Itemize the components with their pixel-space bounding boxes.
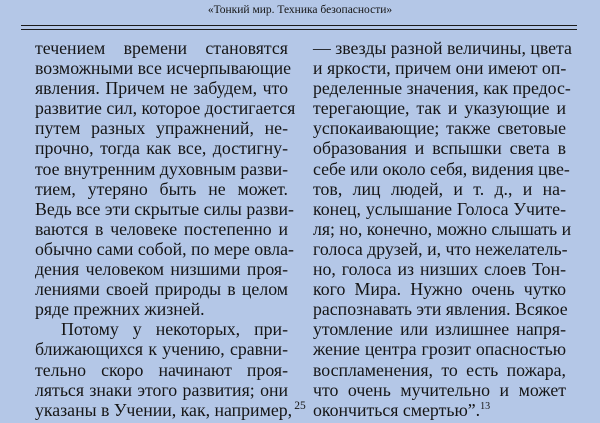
text-line-final-content: окончиться смертью”. [313,399,481,420]
text-line: тельно скоро начинают проя- [35,359,288,380]
text-line: голоса друзей, и, что нежелатель- [313,238,568,259]
text-line: конец, услышание Голоса Учите- [313,198,566,219]
text-line: ближающихся к учению, сравни- [35,339,288,360]
text-line: терегающие, так и указующие и [313,98,566,119]
text-line: ваются в человеке постепенно и [35,218,288,239]
header-rule-thick [21,25,577,26]
text-line: кого Мира. Нужно очень чутко [313,279,566,300]
text-line: прочно, тогда как все, достигну- [35,138,288,159]
text-line: ределенные значения, как предос- [313,78,571,99]
text-line: и яркости, причем они имеют оп- [313,58,567,79]
right-text-column [313,38,572,420]
text-line: возможными все исчерпывающие [35,58,292,79]
text-line: воспламенения, то есть пожара, [313,359,566,380]
text-line: ляться знаки этого развития; они [35,379,288,400]
text-line: лениями своей природы в целом [35,279,288,300]
text-line: но, голоса из низших слоев Тон- [313,259,566,280]
text-line: ряде прежних жизней. [35,299,205,320]
text-line: Потому у некоторых, при- [61,319,288,340]
text-line: жение центра грозит опасностью [313,339,566,360]
text-line: дения человеком низшими проя- [35,259,288,280]
text-line: развитие сил, которое достигается [35,98,296,119]
text-line: что очень мучительно и может [313,379,566,400]
running-header: «Тонкий мир. Техника безопасности» [207,4,393,16]
text-line: ля; но, конечно, можно слышать и [313,218,572,239]
text-line: обычно сами собой, по мере овла- [35,238,294,259]
text-line: утомление или излишнее напря- [313,319,566,340]
text-line: — звезды разной величины, цвета [313,38,572,58]
text-line: себе или около себя, видения цве- [313,158,570,179]
text-line: явления. Причем не забудем, что [35,78,288,99]
text-line: течением времени становятся [35,38,288,58]
text-line: путем разных упражнений, не- [35,118,288,139]
text-line: тое внутренним духовным разви- [35,158,289,179]
footnote-reference: 13 [480,400,491,412]
text-line: распознавать эти явления. Всякое [313,299,568,320]
page-number: 25 [294,400,306,412]
left-text-column [35,38,296,420]
header-rule-thin [21,29,577,30]
text-line: тов, лиц людей, и т. д., и на- [313,178,566,199]
text-line: указаны в Учении, как, например, [35,399,293,420]
text-line: Ведь все эти скрытые силы разви- [35,198,294,219]
text-line: образования и вспышки света в [313,138,566,159]
text-line: успокаивающие; также световые [313,118,566,139]
text-line: тием, утеряно быть не может. [35,178,288,199]
